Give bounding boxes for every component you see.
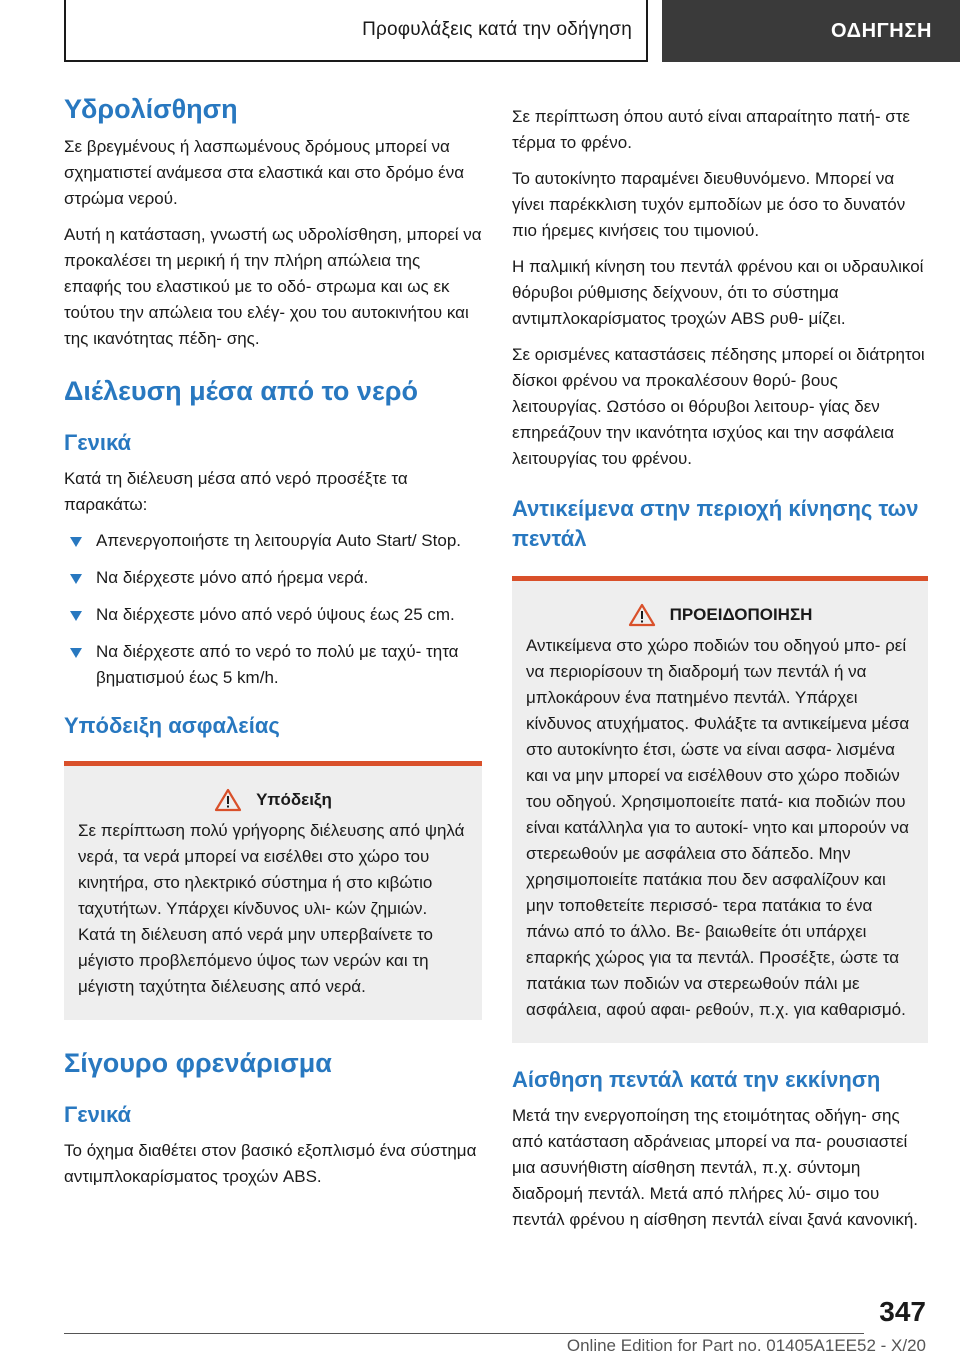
subheading-pedal-feel: Αίσθηση πεντάλ κατά την εκκίνηση	[512, 1067, 881, 1092]
list-item: Να διέρχεστε μόνο από ήρεμα νερά.	[64, 565, 482, 591]
header-chapter-box	[64, 0, 648, 62]
triangle-bullet-icon	[70, 574, 82, 584]
triangle-bullet-icon	[70, 611, 82, 621]
section-tab-label: ΟΔΗΓΗΣΗ	[831, 19, 932, 42]
heading-water-crossing: Διέλευση μέσα από το νερό	[64, 376, 418, 406]
warning-title: ΠΡΟΕΙΔΟΠΟΙΗΣΗ	[669, 605, 813, 624]
subheading-general-2: Γενικά	[64, 1102, 132, 1127]
page-number: 347	[879, 1296, 926, 1327]
paragraph: Το αυτοκίνητο παραμένει διευθυνόμενο. Μπορεί να γίνει παρέκκλιση τυχόν εμποδίων με όσο το δυνατόν πιο ήρεμες κινήσεις του τιμονιού.	[512, 169, 906, 240]
warning-triangle-icon	[214, 788, 242, 812]
heading-hydroplaning: Υδρολίσθηση	[64, 94, 238, 124]
triangle-bullet-icon	[70, 537, 82, 547]
warning-box	[512, 576, 928, 1043]
section-tab	[662, 0, 960, 62]
subheading-safety-note: Υπόδειξη ασφαλείας	[64, 713, 280, 738]
list-item: Να διέρχεστε μόνο από νερό ύψους έως 25 cm.	[64, 602, 482, 628]
list-item: Απενεργοποιήστε τη λειτουργία Auto Start/ Stop.	[64, 528, 482, 554]
paragraph: Σε βρεγμένους ή λασπωμένους δρόμους μπορεί να σχηματιστεί ανάμεσα στα ελαστικά και στο δρόμο ένα στρώμα νερού.	[64, 137, 465, 208]
heading-safe-braking: Σίγουρο φρενάρισμα	[64, 1048, 332, 1078]
paragraph: Κατά τη διέλευση μέσα από νερό προσέξτε τα παρακάτω:	[64, 469, 408, 514]
safety-note-box	[64, 761, 482, 1020]
paragraph: Μετά την ενεργοποίηση της ετοιμότητας οδήγη- σης από κατάσταση αδράνειας μπορεί να πα- ρουσιαστεί μια ασυνήθιστη αίσθηση πεντάλ, π.χ. σύντομη διαδρομή πεντάλ. Μετά από πλήρες λύ- σιμο του πεντάλ φρένου η αίσθηση πεντάλ είναι ξανά κανονική.	[512, 1106, 919, 1229]
paragraph: Αυτή η κατάσταση, γνωστή ως υδρολίσθηση, μπορεί να προκαλέσει τη μερική ή την πλήρη απώλεια της επαφής του ελαστικού με το οδό- στρωμα και ως εκ τούτου την απώλεια του ελέγ- χου του αυτοκινήτου και της ικανότητας πέδη- σης.	[64, 225, 482, 348]
warning-triangle-icon	[628, 603, 656, 627]
note-text: Σε περίπτωση πολύ γρήγορης διέλευσης από ψηλά νερά, τα νερά μπορεί να εισέλθει στο χώρο του κινητήρα, στο ηλεκτρικό σύστημα ή στο κιβώτιο ταχυτήτων. Υπάρχει κίνδυνος υλι- κών ζημιών. Κατά τη διέλευση από νερά μην υπερβαίνετε το μέγιστο προβλεπόμενο ύψος των νερών και τη μέγιστη ταχύτητα διέλευσης από νερά.	[78, 821, 465, 996]
note-header	[78, 788, 468, 812]
footer-edition: Online Edition for Part no. 01405A1EE52 - X/20	[566, 1336, 926, 1355]
paragraph: Σε ορισμένες καταστάσεις πέδησης μπορεί οι διάτρητοι δίσκοι φρένου να προκαλέσουν θορύ- βους λειτουργίας. Ωστόσο οι θόρυβοι λειτουρ- γίας δεν επηρεάζουν την ικανότητα ισχύος και την ασφάλεια λειτουργίας του φρένου.	[512, 345, 925, 468]
subheading-objects-pedal-area: Αντικείμενα στην περιοχή κίνησης των πεντάλ	[512, 496, 919, 551]
warning-text: Αντικείμενα στο χώρο ποδιών του οδηγού μπο- ρεί να περιορίσουν τη διαδρομή των πεντάλ ή να μπλοκάρουν ένα πατημένο πεντάλ. Υπάρχει κίνδυνος ατυχήματος. Φυλάξτε τα αντικείμενα μέσα στο αυτοκίνητο έτσι, ώστε να είναι ασφα- λισμένα και να μην μπορεί να εισέλθουν στο χώρο ποδιών του οδηγού. Χρησιμοποιείτε πατά- κια ποδιών που είναι κατάλληλα για το αυτοκί- νητο και μπορούν να στερεωθούν με ασφάλεια στο δάπεδο. Μην χρησιμοποιείτε πατάκια που δεν ασφαλίζουν και μην τοποθετείτε περισσό- τερα πατάκια το ένα πάνω από το άλλο. Βε- βαιωθείτε ότι υπάρχει επαρκής χώρος για τα πεντάλ. Προσέξτε, ώστε τα πατάκια των ποδιών να στερεωθούν πάλι με ασφάλεια, αφού αφαι- ρεθούν, π.χ. για καθαρισμό.	[526, 636, 910, 1019]
warning-header	[526, 603, 914, 627]
note-title: Υπόδειξη	[256, 790, 332, 809]
bullet-list	[64, 528, 482, 691]
right-column	[512, 104, 928, 1243]
chapter-title: Προφυλάξεις κατά την οδήγηση	[362, 19, 632, 40]
footer-divider	[64, 1333, 864, 1334]
list-item: Να διέρχεστε από το νερό το πολύ με ταχύ- τητα βηματισμού έως 5 km/h.	[64, 639, 482, 691]
paragraph: Σε περίπτωση όπου αυτό είναι απαραίτητο πατή- στε τέρμα το φρένο.	[512, 107, 910, 152]
paragraph: Η παλμική κίνηση του πεντάλ φρένου και οι υδραυλικοί θόρυβοι ρύθμισης δείχνουν, ότι το σύστημα αντιμπλοκαρίσματος τροχών ABS ρυθ- μίζει.	[512, 257, 924, 328]
left-column	[64, 92, 482, 1200]
triangle-bullet-icon	[70, 648, 82, 658]
subheading-general: Γενικά	[64, 430, 132, 455]
paragraph: Το όχημα διαθέτει στον βασικό εξοπλισμό ένα σύστημα αντιμπλοκαρίσματος τροχών ABS.	[64, 1141, 477, 1186]
